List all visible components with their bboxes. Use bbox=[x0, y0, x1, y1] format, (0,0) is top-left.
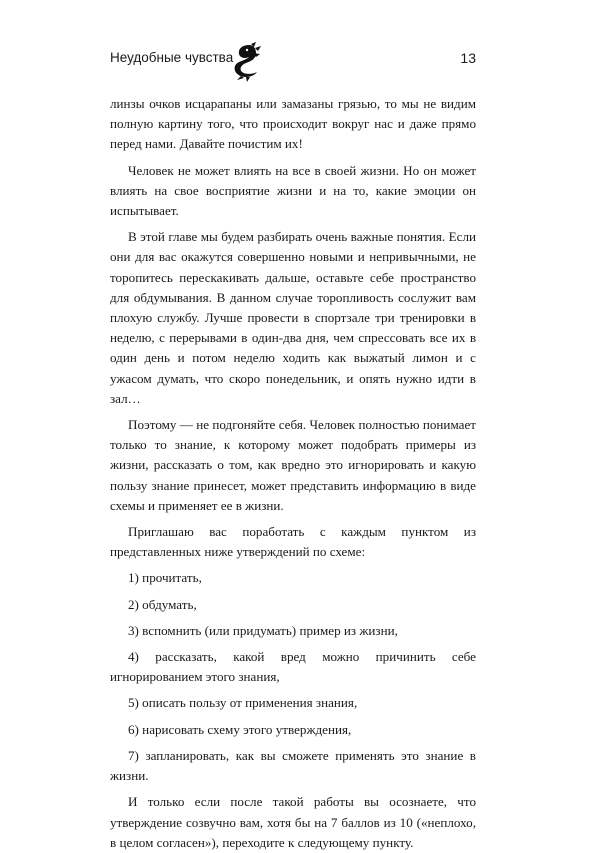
list-item: 4) рассказать, какой вред можно причинить себе игнорированием этого знания, bbox=[110, 649, 476, 685]
list-item: 7) запланировать, как вы сможете применять это знание в жизни. bbox=[110, 747, 476, 784]
paragraph: линзы очков исцарапаны или замазаны грязью, то мы не видим полную картину того, что происходит вокруг нас и даже прямо перед нами. Давайте почистим их! bbox=[110, 96, 476, 152]
list-item: 5) описать пользу от применения знания, bbox=[128, 695, 358, 711]
list-item: 6) нарисовать схему этого утверждения, bbox=[128, 721, 352, 737]
running-title: Неудобные чувства bbox=[110, 50, 234, 65]
page-header bbox=[110, 42, 476, 82]
steps-list bbox=[110, 568, 476, 786]
paragraph: Приглашаю вас поработать с каждым пунктом из представленных ниже утверждений по схеме: bbox=[110, 524, 476, 560]
paragraph: В этой главе мы будем разбирать очень важные понятия. Если они для вас окажутся совершенно новыми и непривычными, не торопитесь перескакивать дальше, оставьте себе пространство для обдумывания. В данном случае торопливость сослужит вам плохую службу. Лучше провести в спортзале три тренировки в неделю, с перерывами в один-два дня, чем спрессовать все их в один день и потом неделю ходить как выжатый лимон и с ужасом думать, что скоро понедельник, и опять нужно идти в зал… bbox=[110, 229, 476, 406]
list-item: 3) вспомнить (или придумать) пример из жизни, bbox=[128, 622, 398, 638]
list-item: 1) прочитать, bbox=[128, 570, 202, 586]
paragraph: И только если после такой работы вы осознаете, что утверждение созвучно вам, хотя бы на 7 баллов из 10 («неплохо, в целом согласен»), переходите к следующему пункту. bbox=[110, 794, 476, 850]
page-body bbox=[110, 94, 476, 853]
list-item: 2) обдумать, bbox=[128, 596, 197, 612]
paragraph: Человек не может влиять на все в своей жизни. Но он может влиять на свое восприятие жизни и на то, какие эмоции он испытывает. bbox=[110, 162, 476, 219]
dragon-emblem-icon bbox=[229, 42, 263, 82]
page-number: 13 bbox=[460, 50, 476, 66]
paragraph: Поэтому — не подгоняйте себя. Человек полностью понимает только то знание, к которому может подобрать примеры из жизни, рассказать о том, как вредно это игнорировать и какую пользу знание принесет, может представить информацию в виде схемы и применяет ее в жизни. bbox=[110, 417, 476, 513]
